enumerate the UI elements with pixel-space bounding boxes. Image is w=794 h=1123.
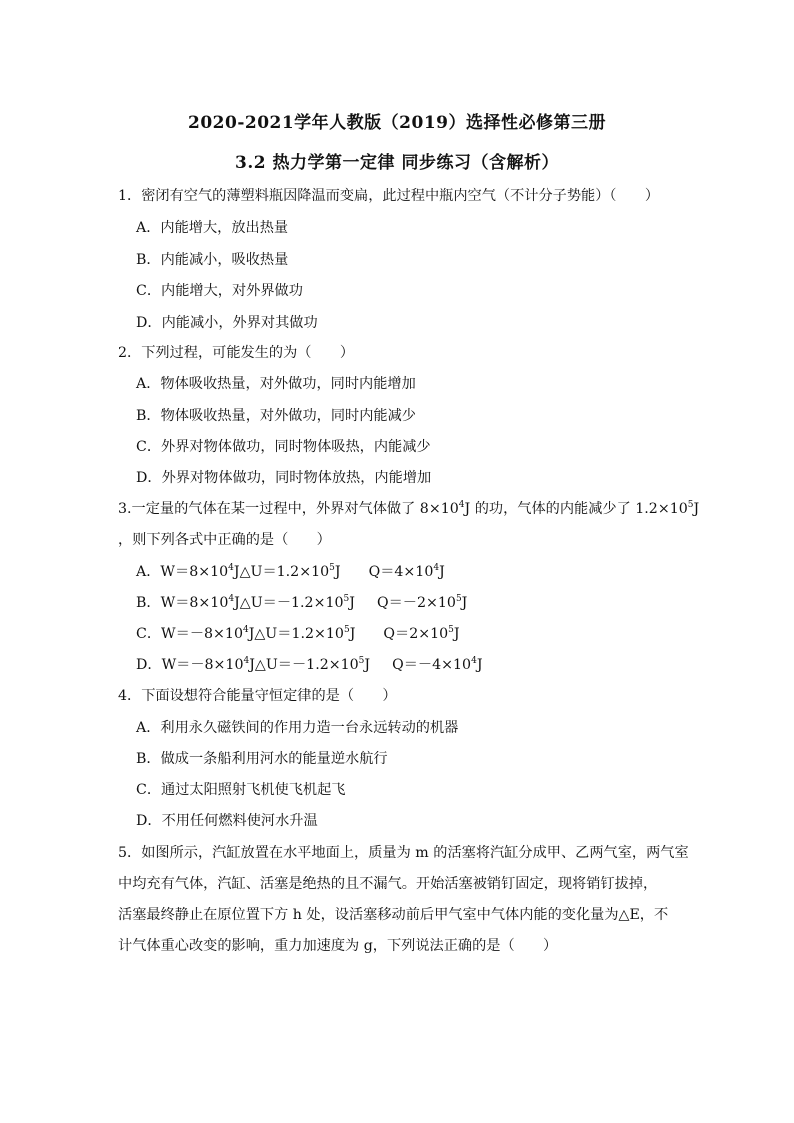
question-3-stem-continued: ，则下列各式中正确的是（ ） (118, 532, 331, 548)
question-1-option-d: D．内能减小，外界对其做功 (136, 315, 318, 331)
document-title: 2020-2021学年人教版（2019）选择性必修第三册 (188, 113, 606, 133)
question-1-option-a: A．内能增大，放出热量 (136, 220, 289, 236)
document-subtitle: 3.2 热力学第一定律 同步练习（含解析） (235, 153, 559, 173)
question-3-option-c: C．$W=-8\times 10^4J\triangle U=1.2\times 10^5J$ $Q=2\times 10^5J$ (136, 625, 460, 642)
question-1-option-c: C．内能增大，对外界做功 (136, 283, 303, 299)
question-3-option-a: A．$W=8\times 10^4J\triangle U=1.2\times 10^5J$ $Q=4\times 10^4J$ (136, 563, 445, 580)
question-5-line-1: 5．如图所示，汽缸放置在水平地面上，质量为 m 的活塞将汽缸分成甲、乙两气室，两气室 (118, 845, 689, 861)
question-5-line-2: 中均充有气体，汽缸、活塞是绝热的且不漏气。开始活塞被销钉固定，现将销钉拔掉， (118, 876, 658, 892)
question-4-option-d: D．不用任何燃料使河水升温 (136, 813, 318, 829)
question-4-option-a: A．利用永久磁铁间的作用力造一台永远转动的机器 (136, 720, 459, 736)
question-3-stem: 3.一定量的气体在某一过程中，外界对气体做了 $8\times 10^4J$ 的功，气体的内能减少了 $1.2\times 10^5J$ (118, 500, 700, 517)
question-4-option-b: B．做成一条船利用河水的能量逆水航行 (136, 751, 388, 767)
question-1-option-b: B．内能减小，吸收热量 (136, 252, 289, 268)
question-2-option-a: A．物体吸收热量，对外做功，同时内能增加 (136, 376, 416, 392)
question-2-option-c: C．外界对物体做功，同时物体吸热，内能减少 (136, 439, 431, 455)
question-5-line-3: 活塞最终静止在原位置下方 h 处，设活塞移动前后甲气室中气体内能的变化量为△E，不 (118, 907, 669, 923)
question-3-option-d: D．$W=-8\times 10^4J\triangle U=-1.2\times 10^5J$ $Q=-4\times 10^4J$ (136, 656, 483, 673)
question-2-option-d: D．外界对物体做功，同时物体放热，内能增加 (136, 470, 432, 486)
question-5-line-4: 计气体重心改变的影响，重力加速度为 g，下列说法正确的是（ ） (118, 938, 558, 954)
question-4-stem: 4．下面设想符合能量守恒定律的是（ ） (118, 688, 397, 704)
question-2-option-b: B．物体吸收热量，对外做功，同时内能减少 (136, 408, 416, 424)
question-2-stem: 2．下列过程，可能发生的为（ ） (118, 345, 355, 361)
question-1-stem: 1．密闭有空气的薄塑料瓶因降温而变扁，此过程中瓶内空气（不计分子势能）（ ） (118, 188, 660, 204)
question-3-option-b: B．$W=8\times 10^4J\triangle U=-1.2\times 10^5J$ $Q=-2\times 10^5J$ (136, 594, 468, 611)
question-4-option-c: C．通过太阳照射飞机使飞机起飞 (136, 782, 346, 798)
